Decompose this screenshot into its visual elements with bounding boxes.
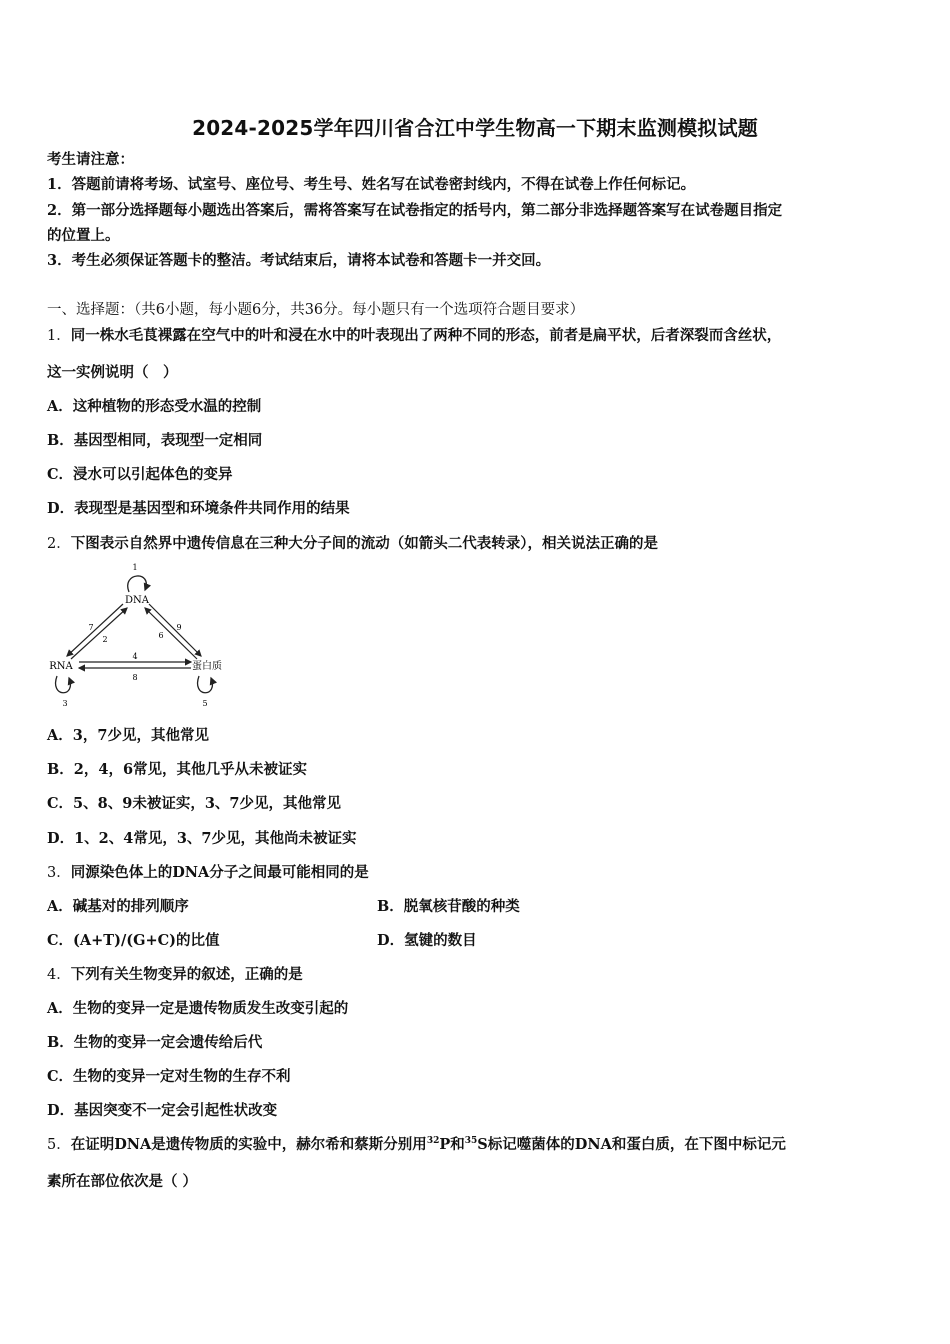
option-key: C． (47, 932, 74, 949)
q4-option-c[interactable] (47, 1067, 291, 1087)
question-5-stem (47, 1135, 907, 1155)
question-5-stem-cont: 素所在部位依次是（ ） (47, 1173, 198, 1190)
arrow-7 (71, 608, 127, 659)
question-number: 2． (47, 536, 71, 552)
q4-option-a[interactable] (47, 999, 348, 1019)
q3-option-c[interactable] (47, 931, 220, 951)
q2-option-d[interactable] (47, 829, 357, 849)
option-text: 脱氧核苷酸的种类 (403, 898, 520, 915)
label-1: 1 (132, 563, 138, 572)
q1-option-d[interactable] (47, 499, 350, 519)
option-key: B． (47, 761, 74, 778)
question-text: 同源染色体上的DNA分子之间最可能相同的是 (70, 864, 369, 881)
question-text: 在证明DNA是遗传物质的实验中，赫尔希和蔡斯分别用 (70, 1136, 427, 1153)
q2-option-c[interactable] (47, 794, 341, 814)
label-2: 2 (102, 635, 108, 644)
option-text: 3，7少见，其他常见 (72, 727, 209, 744)
q4-option-d[interactable] (47, 1101, 277, 1121)
notice-item: 的位置上。 (47, 227, 120, 244)
option-key: D． (377, 932, 405, 949)
label-5: 5 (202, 699, 208, 708)
question-1-stem-cont: 这一实例说明（ ） (47, 364, 178, 381)
option-text: (A+T)/(G+C)的比值 (73, 932, 220, 949)
option-text: 基因突变不一定会引起性状改变 (74, 1102, 278, 1119)
question-2-stem (47, 534, 907, 554)
question-3-stem (47, 863, 907, 883)
q3-option-b[interactable] (377, 897, 520, 917)
option-key: D． (47, 830, 75, 847)
question-number: 3． (47, 865, 71, 881)
label-8: 8 (132, 673, 138, 682)
option-key: A． (47, 898, 73, 915)
q1-option-c[interactable] (47, 465, 233, 485)
option-text: 生物的变异一定对生物的生存不利 (73, 1068, 291, 1085)
label-3: 3 (62, 699, 68, 708)
q2-option-b[interactable] (47, 760, 307, 780)
arrow-6 (149, 604, 201, 656)
label-4: 4 (132, 652, 138, 661)
node-rna: RNA (49, 661, 73, 672)
option-key: A． (47, 727, 73, 744)
option-text: 生物的变异一定会遗传给后代 (73, 1034, 263, 1051)
notice-item: 1．答题前请将考场、试室号、座位号、考生号、姓名写在试卷密封线内，不得在试卷上作任何标记。 (47, 176, 696, 193)
question-4-stem (47, 965, 907, 985)
q3-option-d[interactable] (377, 931, 477, 951)
arrow-5 (198, 676, 213, 693)
arrow-9 (145, 608, 197, 659)
page-title: 2024-2025学年四川省合江中学生物高一下期末监测模拟试题 (192, 116, 758, 140)
option-key: B． (47, 432, 74, 449)
option-key: B． (47, 1034, 74, 1051)
notice-heading: 考生请注意： (47, 151, 134, 168)
option-text: 基因型相同，表现型一定相同 (73, 432, 263, 449)
isotope-mass: 32 (426, 1136, 440, 1147)
option-text: 这种植物的形态受水温的控制 (72, 398, 262, 415)
option-key: B． (377, 898, 404, 915)
label-7: 7 (88, 623, 94, 632)
node-dna: DNA (125, 595, 149, 606)
option-key: D． (47, 1102, 75, 1119)
question-number: 4． (47, 967, 71, 983)
option-text: 生物的变异一定是遗传物质发生改变引起的 (72, 1000, 349, 1017)
question-number: 5． (47, 1137, 71, 1153)
option-text: 碱基对的排列顺序 (72, 898, 189, 915)
option-text: 浸水可以引起体色的变异 (73, 466, 233, 483)
q3-option-a[interactable] (47, 897, 189, 917)
option-text: 1、2、4常见，3、7少见，其他尚未被证实 (74, 830, 357, 847)
option-key: C． (47, 1068, 74, 1085)
option-text: 表现型是基因型和环境条件共同作用的结果 (74, 500, 350, 517)
notice-item: 3．考生必须保证答题卡的整洁。考试结束后，请将本试卷和答题卡一并交回。 (47, 252, 551, 269)
q1-option-b[interactable] (47, 431, 262, 451)
q2-option-a[interactable] (47, 726, 209, 746)
question-text: 同一株水毛茛裸露在空气中的叶和浸在水中的叶表现出了两种不同的形态，前者是扁平状，后者深裂而含丝状， (70, 327, 782, 344)
option-key: A． (47, 398, 73, 415)
option-key: D． (47, 500, 75, 517)
question-1-stem (47, 326, 907, 346)
label-6: 6 (158, 631, 164, 640)
q1-option-a[interactable] (47, 397, 261, 417)
question-text: 下列有关生物变异的叙述，正确的是 (70, 966, 303, 983)
option-text: 5、8、9未被证实，3、7少见，其他常见 (73, 795, 341, 812)
arrow-1 (128, 576, 147, 592)
question-number: 1． (47, 328, 71, 344)
notice-item: 2．第一部分选择题每小题选出答案后，需将答案写在试卷指定的括号内，第二部分非选择题答案写在试卷题目指定 (47, 202, 783, 219)
section-heading: 一、选择题：（共6小题，每小题6分，共36分。每小题只有一个选项符合题目要求） (47, 302, 585, 318)
arrow-3 (56, 676, 71, 693)
option-text: 氢键的数目 (404, 932, 477, 949)
option-text: 2，4，6常见，其他几乎从未被证实 (73, 761, 308, 778)
isotope-mass: 35 (464, 1136, 478, 1147)
label-9: 9 (176, 623, 182, 632)
node-protein: 蛋白质 (192, 661, 222, 672)
question-text: P和 (439, 1136, 465, 1153)
arrow-2 (67, 604, 123, 656)
option-key: C． (47, 795, 74, 812)
question-text: S标记噬菌体的DNA和蛋白质，在下图中标记元 (477, 1136, 786, 1153)
option-key: A． (47, 1000, 73, 1017)
genetic-info-flow-diagram (47, 562, 225, 710)
q4-option-b[interactable] (47, 1033, 262, 1053)
question-text: 下图表示自然界中遗传信息在三种大分子间的流动（如箭头二代表转录），相关说法正确的是 (70, 535, 658, 552)
option-key: C． (47, 466, 74, 483)
